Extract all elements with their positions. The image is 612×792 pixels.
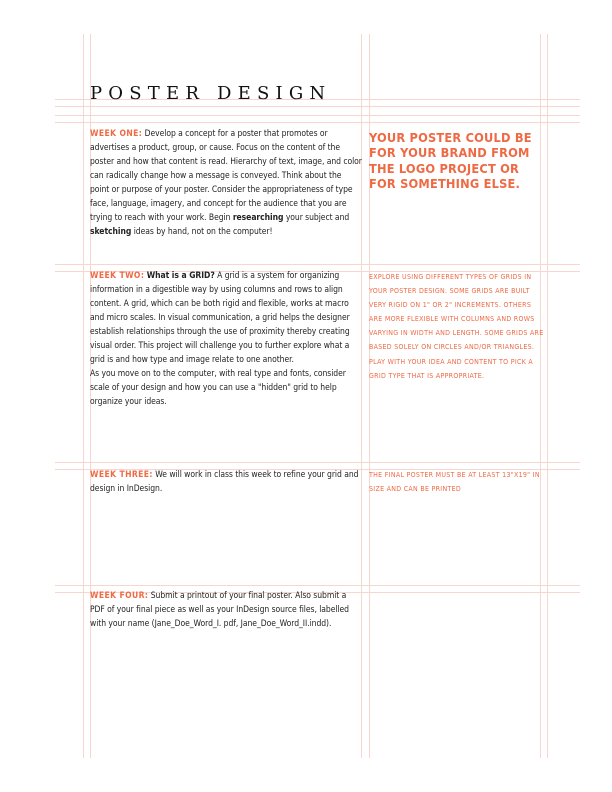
row-guide	[55, 122, 580, 123]
row-guide	[55, 106, 580, 107]
week-one-label: WEEK ONE:	[90, 129, 143, 139]
week-three-paragraph	[90, 468, 362, 496]
week-one-text: Develop a concept for a poster that promotes or advertises a product, group, or cause. Focus on the content of the poster and how that content is read. Hierarchy of text, image, and color can radically change how a message is conveyed. Think about the point or purpose of your poster. Consider the appropriateness of type face, language, imagery, and concept for the audience that you are trying to reach with your work. Begin	[90, 129, 362, 223]
week-two-text: A grid is a system for organizing information in a digestible way by using columns and rows to align content. A grid, which can be both rigid and flexible, works at macro and micro scales. In visual communication, a grid helps the designer establish relationships through the use of proximity thereby creating visual order. This project will challenge you to further explore what a grid is and how type and image relate to one another.	[90, 271, 350, 365]
column-guide	[83, 34, 84, 758]
row-guide	[55, 264, 580, 265]
week-two-bold-lead: What is a GRID?	[146, 271, 215, 281]
week-four-label: WEEK FOUR:	[90, 591, 149, 601]
poster-size-note: THE FINAL POSTER MUST BE AT LEAST 13"X19" IN SIZE AND CAN BE PRINTED	[369, 471, 540, 494]
week-three-label: WEEK THREE:	[90, 470, 153, 480]
week-three-section	[90, 468, 362, 496]
week-one-bold-sketching: sketching	[90, 227, 132, 237]
week-two-label: WEEK TWO:	[90, 271, 145, 281]
week-two-paragraph	[90, 269, 362, 367]
week-one-paragraph	[90, 127, 362, 239]
week-three-text: We will work in class this week to refine your grid and design in InDesign.	[90, 470, 359, 494]
week-one-bold-researching: researching	[232, 213, 284, 223]
week-four-section	[90, 589, 362, 631]
week-four-text: Submit a printout of your final poster. Also submit a PDF of your final piece as well as your InDesign source files, labelled with your name (Jane_Doe_Word_I. pdf, Jane_Doe_Word_II.indd).	[90, 591, 349, 629]
row-guide	[55, 115, 580, 116]
brand-callout: YOUR POSTER COULD BE FOR YOUR BRAND FROM THE LOGO PROJECT OR FOR SOMETHING ELSE.	[369, 130, 532, 191]
week-two-paragraph-2: As you move on to the computer, with real type and fonts, consider scale of your design and how you can use a "hidden" grid to help organize your ideas.	[90, 369, 346, 407]
week-four-paragraph	[90, 589, 362, 631]
week-one-text-mid: your subject and	[285, 213, 350, 223]
week-two-section	[90, 269, 362, 409]
row-guide	[55, 585, 580, 586]
grid-types-note: EXPLORE USING DIFFERENT TYPES OF GRIDS IN YOUR POSTER DESIGN. SOME GRIDS ARE BUILT VERY RIGID ON 1" OR 2" INCREMENTS. OTHERS ARE MORE FLEXIBLE WITH COLUMNS AND ROWS VARYING IN WIDTH AND LENGTH. SOME GRIDS ARE BASED SOLELY ON CIRCLES AND/OR TRIANGLES. PLAY WITH YOUR IDEA AND CONTENT TO PICK A GRID TYPE THAT IS APPROPRIATE.	[369, 273, 544, 380]
page-title: POSTER DESIGN	[90, 83, 332, 104]
row-guide	[55, 462, 580, 463]
column-guide	[547, 34, 548, 758]
week-one-text-end: ideas by hand, not on the computer!	[133, 227, 273, 237]
week-one-section	[90, 127, 362, 239]
